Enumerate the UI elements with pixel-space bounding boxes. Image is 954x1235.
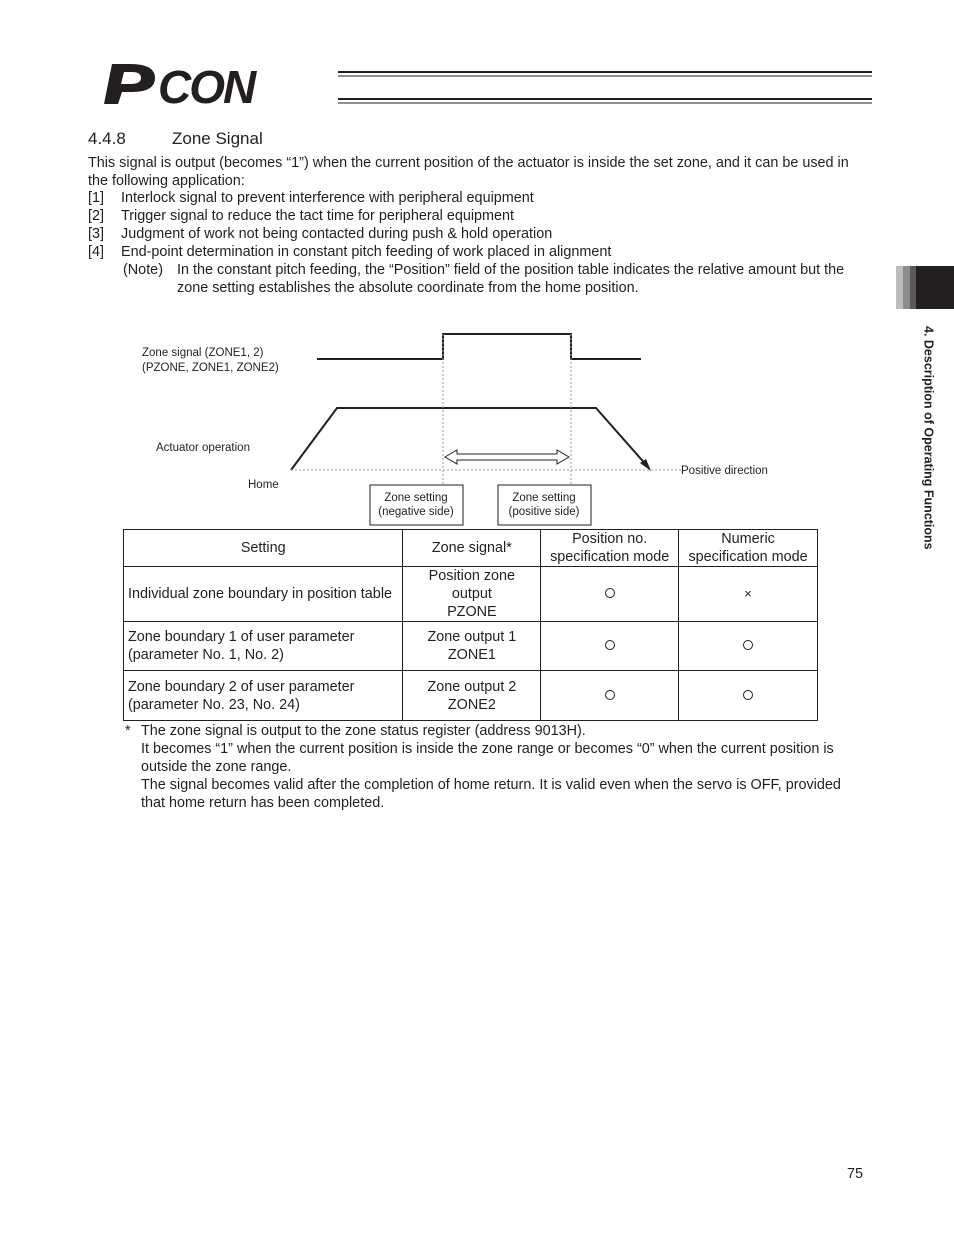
svg-text:CON: CON	[158, 61, 255, 108]
footnote-text	[141, 722, 861, 812]
footnote-mark: *	[125, 723, 131, 739]
cell-signal-line: PZONE	[447, 604, 497, 620]
cell-setting-line: (parameter No. 23, No. 24)	[128, 696, 300, 713]
list-item	[88, 189, 534, 207]
cell-signal-line: Zone output 1	[427, 629, 517, 645]
cell-position-mode	[541, 622, 679, 671]
cell-signal-line: output	[451, 586, 492, 602]
header-position-mode	[541, 530, 679, 567]
section-number: 4.4.8	[88, 129, 126, 148]
supported-circle-icon	[605, 690, 615, 700]
header-setting: Setting	[124, 530, 403, 567]
list-item-text: Interlock signal to prevent interference with peripheral equipment	[121, 190, 534, 206]
not-supported-cross-icon: ×	[744, 586, 752, 601]
zone-signal-label-1: Zone signal (ZONE1, 2)	[142, 347, 264, 359]
supported-circle-icon	[605, 640, 615, 650]
actuator-operation-label: Actuator operation	[156, 442, 250, 454]
section-title: Zone Signal	[172, 129, 263, 148]
table-row	[124, 622, 818, 671]
chapter-tab	[896, 266, 954, 309]
cell-signal-line: Zone output 2	[427, 678, 517, 695]
cell-numeric-mode	[679, 671, 818, 721]
footnote-line: The zone signal is output to the zone status register (address 9013H).	[141, 723, 586, 739]
header-position-mode-line-1: Position no.	[572, 531, 648, 547]
zone-neg-label-1: Zone setting	[384, 492, 448, 504]
list-item-number: [4]	[88, 244, 104, 260]
zone-pos-label-2: (positive side)	[508, 506, 580, 518]
cell-signal-line: ZONE2	[447, 696, 496, 713]
zone-signal-label-2: (PZONE, ZONE1, ZONE2)	[142, 362, 279, 374]
supported-circle-icon	[743, 640, 753, 650]
chapter-title: 4. Description of Operating Functions	[921, 326, 936, 550]
note-label: (Note)	[123, 262, 163, 278]
cell-signal-line: Position zone	[428, 568, 516, 584]
cell-position-mode	[541, 567, 679, 622]
zone-signal-table	[123, 529, 818, 721]
header-numeric-mode-line-1: Numeric	[721, 531, 775, 547]
cell-zone-signal	[403, 567, 541, 622]
cell-setting: Individual zone boundary in position table	[124, 567, 403, 622]
header-rules	[338, 70, 872, 106]
zone-signal-diagram	[120, 325, 820, 530]
header-numeric-mode	[679, 530, 818, 567]
cell-setting-line: Zone boundary 1 of user parameter	[128, 629, 355, 645]
list-item-text: Judgment of work not being contacted during push & hold operation	[121, 226, 553, 242]
supported-circle-icon	[605, 588, 615, 598]
cell-setting	[124, 622, 403, 671]
note-text: In the constant pitch feeding, the “Position” field of the position table indicates the relative amount but the zone setting establishes the absolute coordinate from the home position.	[177, 262, 845, 296]
list-item-number: [1]	[88, 190, 104, 206]
cell-setting-line: (parameter No. 1, No. 2)	[128, 647, 284, 663]
positive-direction-label: Positive direction	[681, 465, 768, 477]
header-numeric-mode-line-2: specification mode	[688, 549, 808, 565]
pcon-logo	[100, 56, 340, 108]
cell-setting-line: Zone boundary 2 of user parameter	[128, 678, 355, 695]
zone-pos-label-1: Zone setting	[512, 492, 576, 504]
table-row	[124, 671, 818, 721]
cell-numeric-mode	[679, 622, 818, 671]
cell-zone-signal	[403, 671, 541, 721]
supported-circle-icon	[743, 690, 753, 700]
list-item	[88, 243, 611, 261]
table-row	[124, 567, 818, 622]
footnote-line: The signal becomes valid after the completion of home return. It is valid even when the servo is OFF, provided that home return has been completed.	[141, 777, 841, 811]
list-item	[88, 225, 552, 243]
cell-setting	[124, 671, 403, 721]
zone-neg-label-2: (negative side)	[378, 506, 454, 518]
header-position-mode-line-2: specification mode	[550, 549, 670, 565]
home-label: Home	[248, 479, 279, 491]
cell-numeric-mode	[679, 567, 818, 622]
list-item-text: Trigger signal to reduce the tact time for peripheral equipment	[121, 208, 515, 224]
cell-signal-line: ZONE1	[447, 647, 496, 663]
footnote-line: It becomes “1” when the current position is inside the zone range or becomes “0” when the current position is outside the zone range.	[141, 741, 834, 775]
list-item-number: [3]	[88, 226, 104, 242]
table-header-row	[124, 530, 818, 567]
list-item-number: [2]	[88, 208, 104, 224]
page-number: 75	[847, 1166, 864, 1182]
list-item-text: End-point determination in constant pitch feeding of work placed in alignment	[121, 244, 612, 260]
intro-paragraph: This signal is output (becomes “1”) when the current position of the actuator is inside the set zone, and it can be used in the following application:	[88, 155, 849, 189]
header-zone-signal: Zone signal*	[403, 530, 541, 567]
cell-zone-signal	[403, 622, 541, 671]
cell-position-mode	[541, 671, 679, 721]
list-item	[88, 207, 514, 225]
